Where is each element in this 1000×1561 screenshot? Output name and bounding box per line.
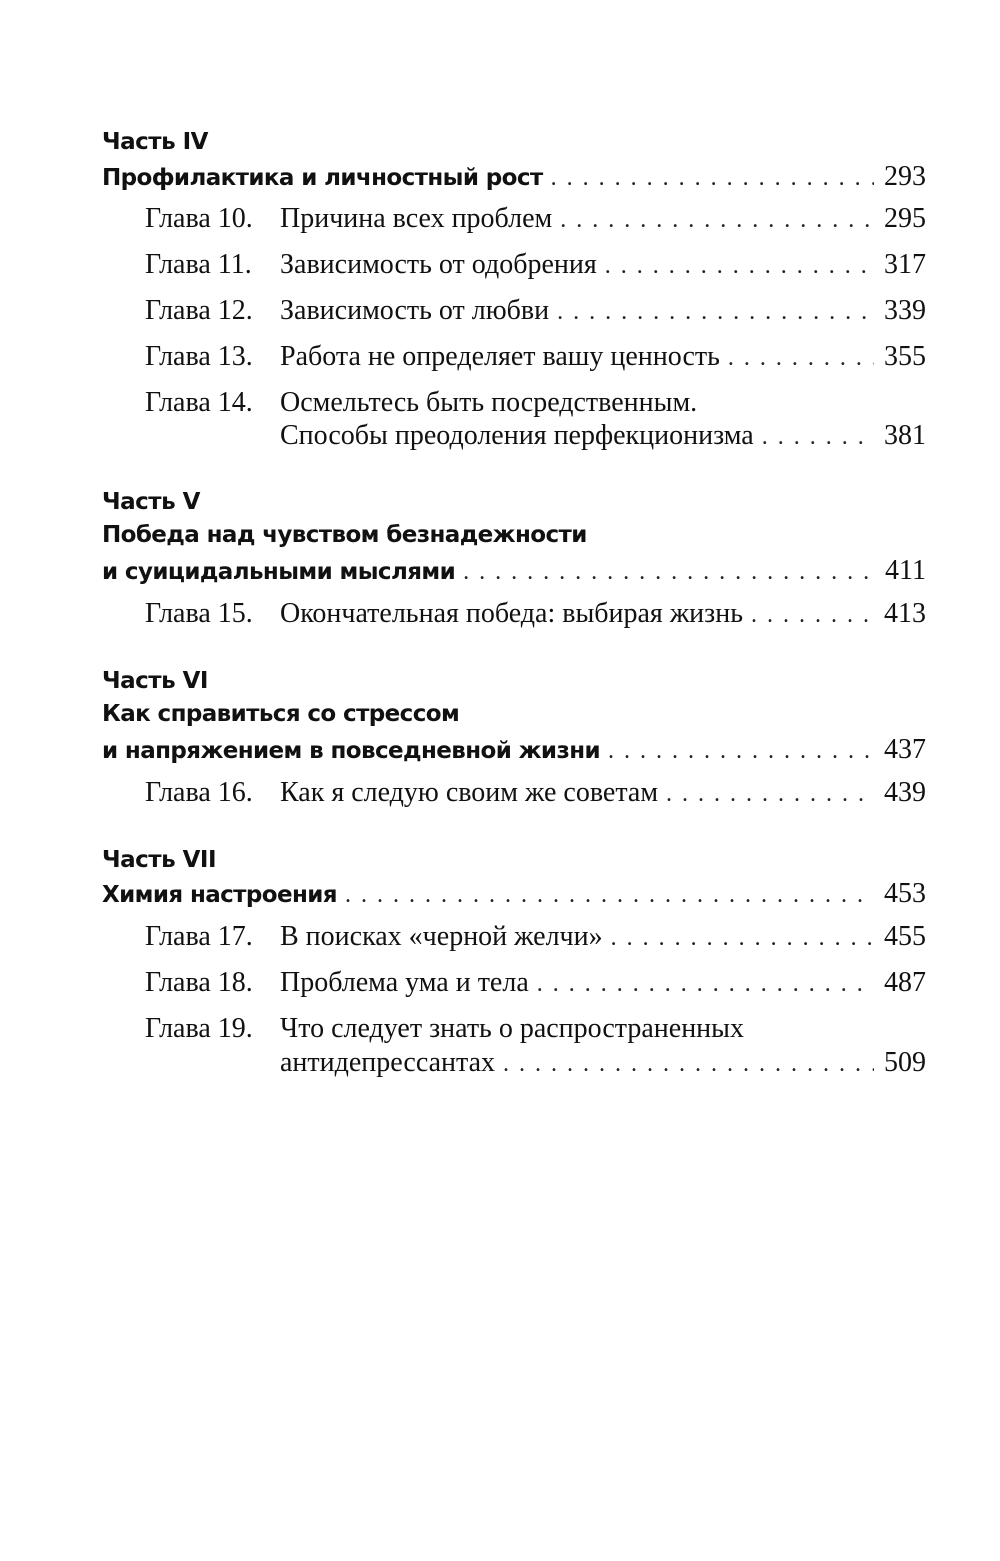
chapter-title: Работа не определяет вашу ценность [280,341,720,372]
page-number: 355 [884,341,926,372]
part-label: Часть VI [102,668,208,694]
dot-leader [608,739,874,763]
part-title: и суицидальными мыслями [102,559,456,585]
chapter-number: Глава 14. [145,387,253,418]
chapter-line [145,343,926,371]
chapter-title-line1: Осмельтесь быть посредственным. [280,387,698,418]
page-number: 339 [884,295,926,326]
chapter-title: Зависимость от любви [280,295,550,326]
chapter-title: Причина всех проблем [280,203,553,234]
page-number: 487 [884,967,926,998]
dot-leader [666,779,874,807]
page-number: 381 [884,420,926,451]
chapter-title: Окончательная победа: выбирая жизнь [280,598,743,629]
chapter-line [145,600,926,628]
chapter-line [145,297,926,325]
page-number: 413 [884,598,926,629]
chapter-number: Глава 16. [145,777,253,808]
page-number: 293 [884,161,926,192]
chapter-title: Зависимость от одобрения [280,249,597,280]
dot-leader [551,166,874,190]
dot-leader [751,600,874,628]
page-number: 317 [884,249,926,280]
chapter-line [145,205,926,233]
part-title: Профилактика и личностный рост [102,165,543,191]
chapter-line [145,389,697,417]
dot-leader [503,1049,874,1077]
chapter-number: Глава 15. [145,598,253,629]
chapter-line-continued [280,422,926,450]
dot-leader [560,205,874,233]
chapter-line-continued [280,1049,926,1077]
chapter-number: Глава 12. [145,295,253,326]
chapter-number: Глава 17. [145,921,253,952]
chapter-line [145,923,926,951]
chapter-number: Глава 10. [145,203,253,234]
chapter-title: Проблема ума и тела [280,967,529,998]
chapter-number: Глава 19. [145,1013,253,1044]
dot-leader [345,883,874,907]
dot-leader [557,297,874,325]
dot-leader [463,560,875,584]
dot-leader [605,251,874,279]
part-title-line [102,163,926,191]
chapter-title: Способы преодоления перфекционизма [280,420,754,451]
part-title: и напряжением в повседневной жизни [102,738,601,764]
part-label: Часть VII [102,847,217,873]
chapter-number: Глава 13. [145,341,253,372]
dot-leader [728,343,874,371]
chapter-title-line1: Что следует знать о распространенных [280,1013,744,1044]
page-number: 295 [884,203,926,234]
chapter-title: В поисках «черной желчи» [280,921,603,952]
page-number: 453 [884,878,926,909]
part-title-line [102,557,926,585]
page-number: 439 [884,777,926,808]
chapter-line [145,251,926,279]
part-title: Химия настроения [102,882,337,908]
chapter-line [145,969,926,997]
page-number: 437 [884,734,926,765]
chapter-title: Как я следую своим же советам [280,777,659,808]
page-number: 411 [885,555,926,586]
part-title-line [102,736,926,764]
chapter-number: Глава 11. [145,249,252,280]
page-number: 509 [884,1047,926,1078]
part-label: Часть IV [102,129,208,155]
chapter-line [145,779,926,807]
dot-leader [762,422,874,450]
chapter-line [145,1015,744,1043]
page-number: 455 [884,921,926,952]
part-title-line1: Победа над чувством безнадежности [102,522,587,548]
dot-leader [611,923,874,951]
part-title-line [102,880,926,908]
part-title-line1: Как справиться со стрессом [102,701,460,727]
chapter-title: антидепрессантах [280,1047,496,1078]
chapter-number: Глава 18. [145,967,253,998]
dot-leader [537,969,874,997]
part-label: Часть V [102,489,200,515]
